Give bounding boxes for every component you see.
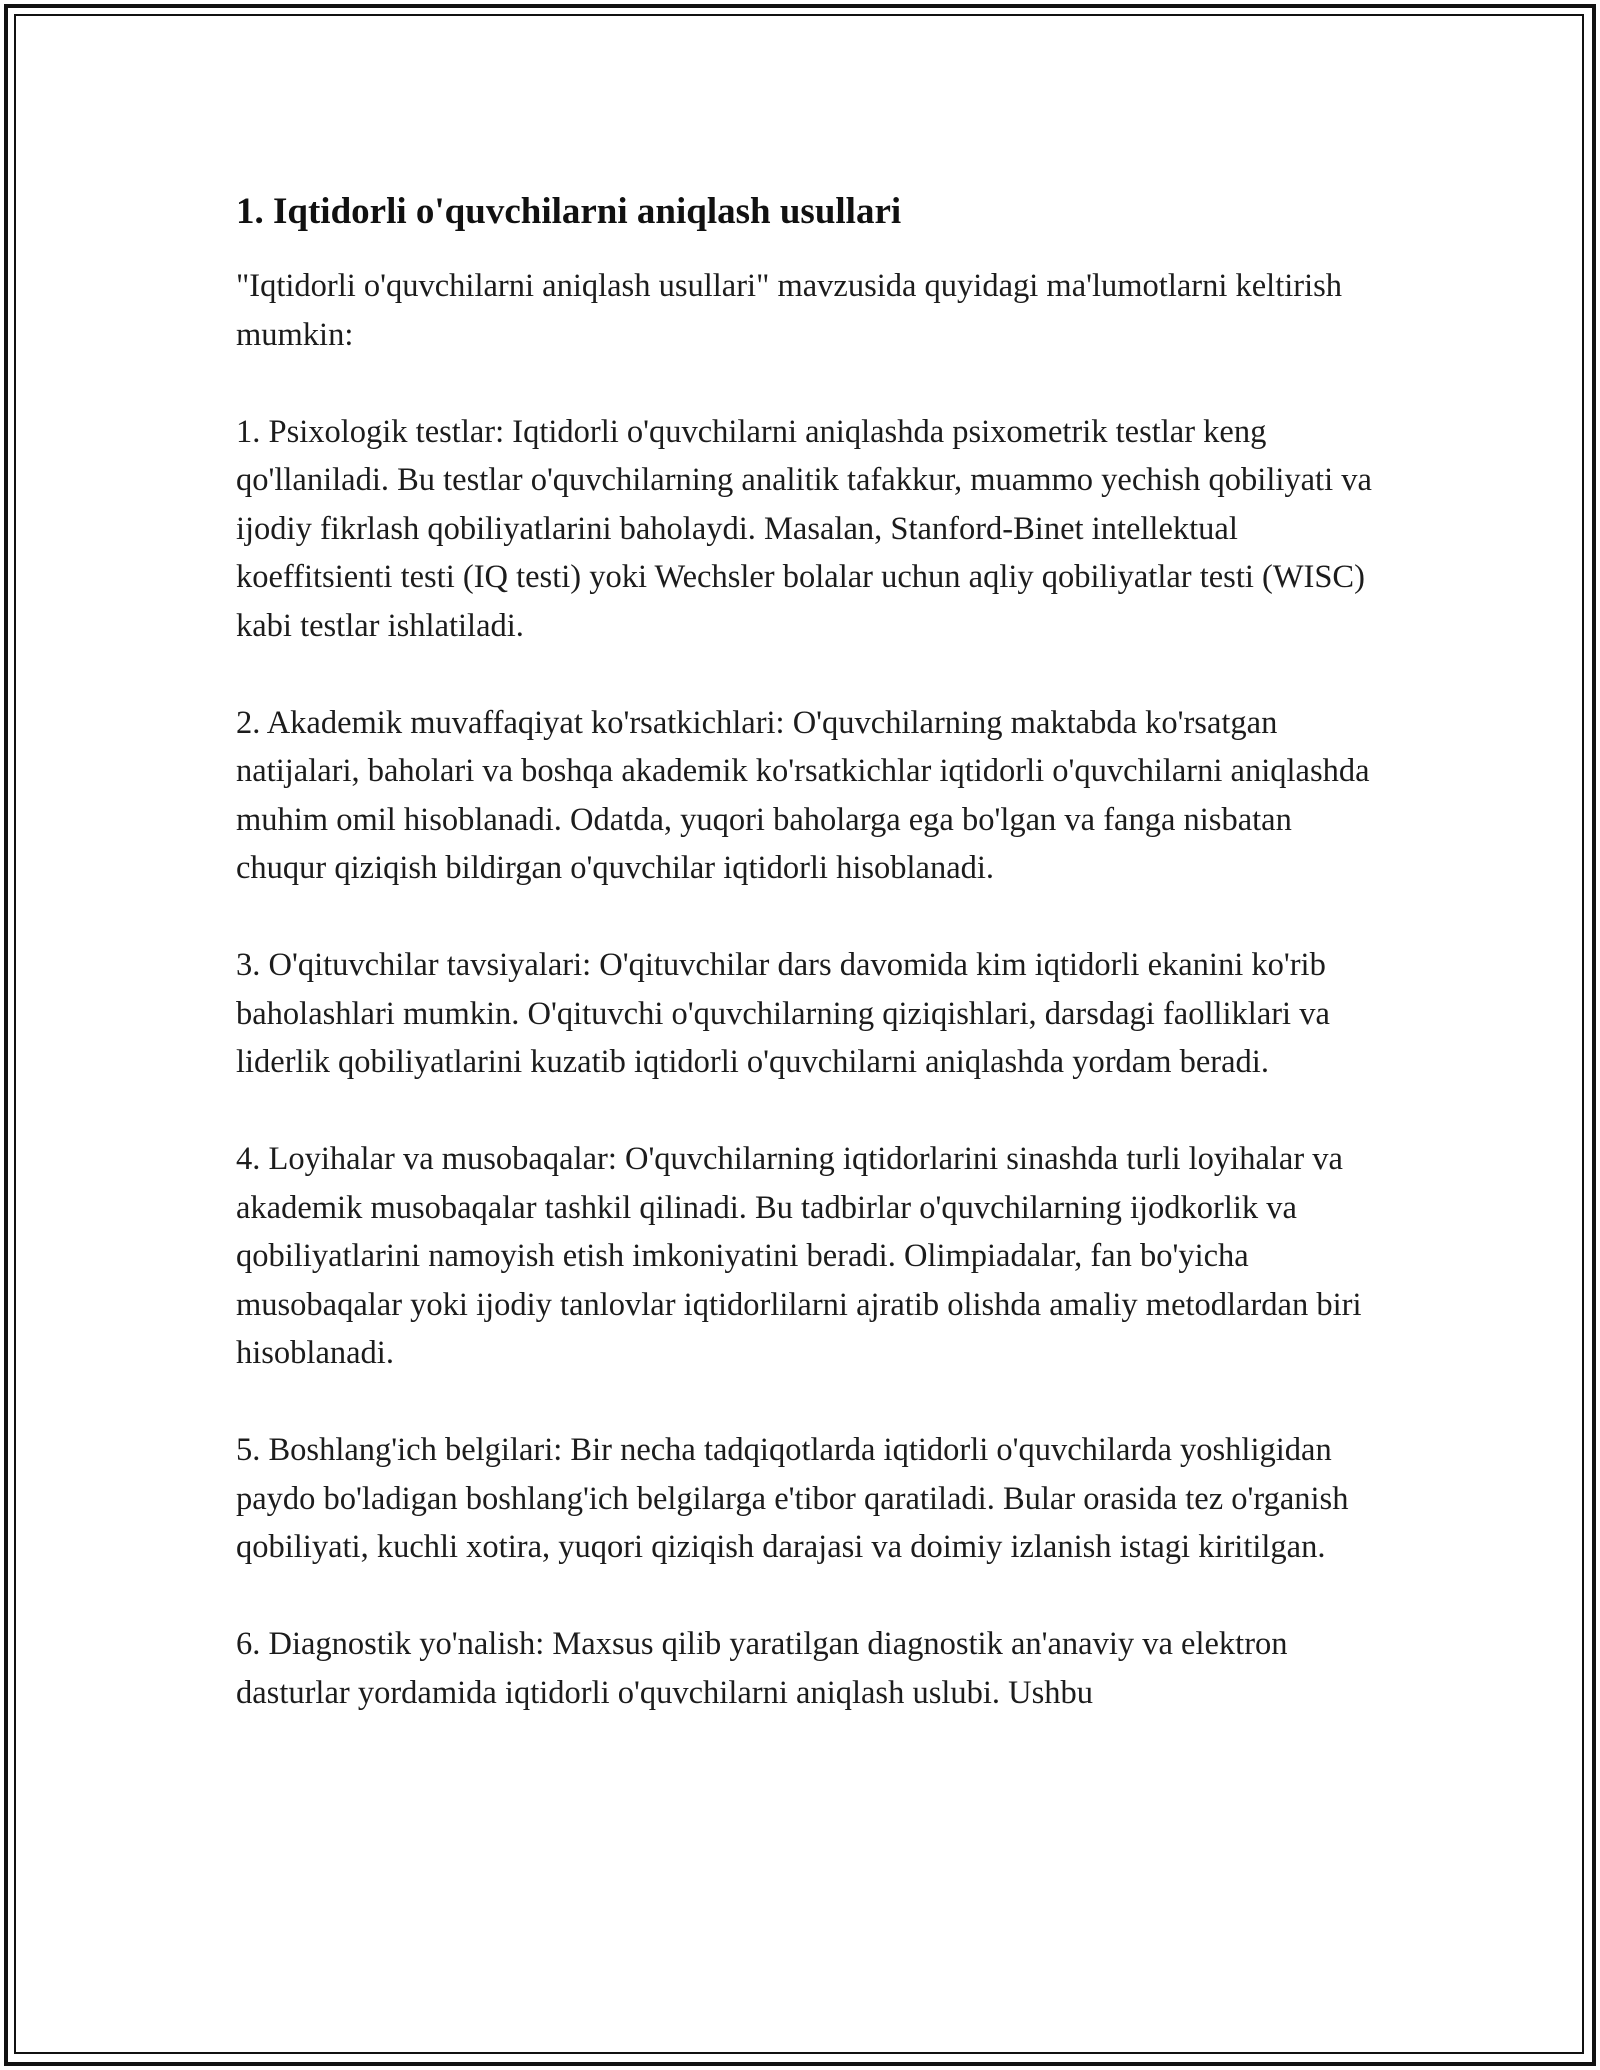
document-title: 1. Iqtidorli o'quvchilarni aniqlash usullari: [236, 191, 902, 232]
paragraph-psychological-tests: 1. Psixologik testlar: Iqtidorli o'quvchilarni aniqlashda psixometrik testlar keng qo'llaniladi. Bu testlar o'quvchilarning analitik tafakkur, muammo yechish qobiliyati va ijodiy fikrlash qobiliyatlarini baholaydi. Masalan, Stanford-Binet intellektual koeffitsienti testi (IQ testi) yoki Wechsler bolalar uchun aqliy qobiliyatlar testi (WISC) kabi testlar ishlatiladi.: [236, 413, 1372, 644]
paragraph-diagnostic-direction: 6. Diagnostik yo'nalish: Maxsus qilib yaratilgan diagnostik an'anaviy va elektron dasturlar yordamida iqtidorli o'quvchilarni aniqlash uslubi. Ushbu: [236, 1626, 1288, 1711]
document-body: [236, 188, 1376, 1766]
intro-paragraph: "Iqtidorli o'quvchilarni aniqlash usullari" mavzusida quyidagi ma'lumotlarni keltirish mumkin:: [236, 268, 1343, 353]
paragraph-early-signs: 5. Boshlang'ich belgilari: Bir necha tadqiqotlarda iqtidorli o'quvchilarda yoshligidan paydo bo'ladigan boshlang'ich belgilarga e'tibor qaratiladi. Bular orasida tez o'rganish qobiliyati, kuchli xotira, yuqori qiziqish darajasi va doimiy izlanish istagi kiritilgan.: [236, 1432, 1349, 1565]
paragraph-teacher-recommendations: 3. O'qituvchilar tavsiyalari: O'qituvchilar dars davomida kim iqtidorli ekanini ko'rib baholashlari mumkin. O'qituvchi o'quvchilarning qiziqishlari, darsdagi faolliklari va liderlik qobiliyatlarini kuzatib iqtidorli o'quvchilarni aniqlashda yordam beradi.: [236, 947, 1330, 1080]
paragraph-projects-competitions: 4. Loyihalar va musobaqalar: O'quvchilarning iqtidorlarini sinashda turli loyihalar va akademik musobaqalar tashkil qilinadi. Bu tadbirlar o'quvchilarning ijodkorlik va qobiliyatlarini namoyish etish imkoniyatini beradi. Olimpiadalar, fan bo'yicha musobaqalar yoki ijodiy tanlovlar iqtidorlilarni ajratib olishda amaliy metodlardan biri hisoblanadi.: [236, 1141, 1362, 1371]
paragraph-academic-achievement: 2. Akademik muvaffaqiyat ko'rsatkichlari: O'quvchilarning maktabda ko'rsatgan natijalari, baholari va boshqa akademik ko'rsatkichlar iqtidorli o'quvchilarni aniqlashda muhim omil hisoblanadi. Odatda, yuqori baholarga ega bo'lgan va fanga nisbatan chuqur qiziqish bildirgan o'quvchilar iqtidorli hisoblanadi.: [236, 704, 1370, 886]
